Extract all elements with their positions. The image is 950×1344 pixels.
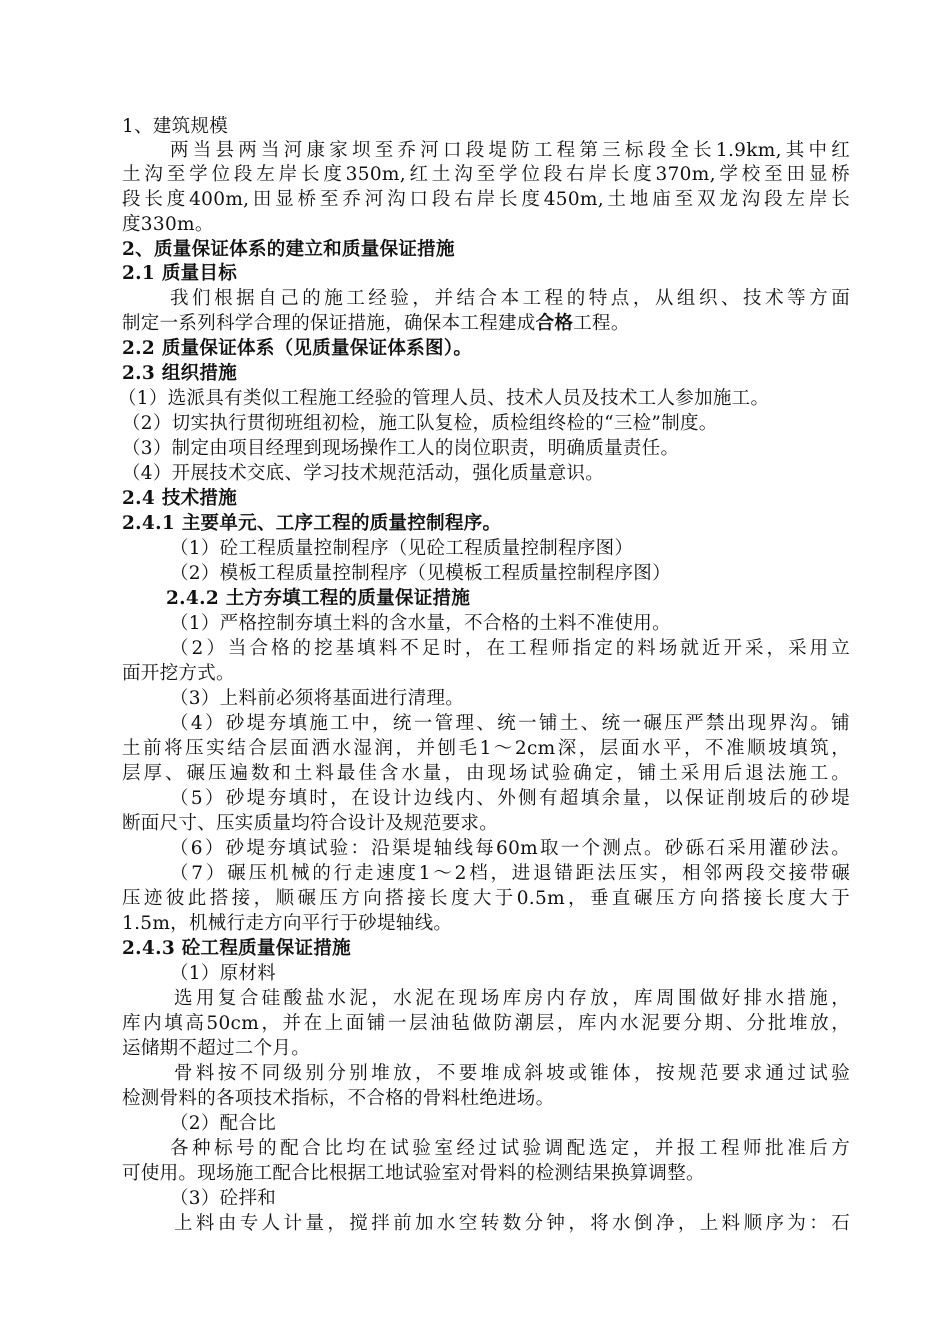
paragraph-line: 选用复合硅酸盐水泥，水泥在现场库房内存放，库周围做好排水措施， [174,988,850,1009]
quality-target-emphasis: 合格 [535,313,574,334]
paragraph-text: 工程。 [573,313,630,334]
paragraph-line: 度330m。 [122,214,214,235]
paragraph-line: 上料由专人计量，搅拌前加水空转数分钟，将水倒净，上料顺序为：石 [174,1213,850,1234]
paragraph-line: 段长度400m,田显桥至乔河沟口段右岸长度450m,土地庙至双龙沟段左岸长 [122,189,850,210]
list-item: （2）切实执行贯彻班组初检，施工队复检，质检组终检的“三检”制度。 [122,413,718,434]
paragraph-line: 断面尺寸、压实质量均符合设计及规范要求。 [122,813,499,834]
paragraph-line: 运储期不超过二个月。 [122,1038,311,1059]
list-item: （1）选派具有类似工程施工经验的管理人员、技术人员及技术工人参加施工。 [118,388,770,409]
section-2-1-heading: 2.1 质量目标 [122,263,238,284]
paragraph-line: （3）上料前必须将基面进行清理。 [170,688,465,709]
sub-heading: （2）配合比 [170,1113,277,1134]
sub-heading: （3）砼拌和 [170,1188,277,1209]
paragraph-text: 制定一系列科学合理的保证措施，确保本工程建成 [122,313,536,334]
section-2-heading: 2、质量保证体系的建立和质量保证措施 [122,239,455,260]
paragraph-line: （1）严格控制夯填土料的含水量，不合格的土料不准使用。 [170,613,671,634]
section-2-4-heading: 2.4 技术措施 [122,488,238,509]
paragraph-line: （6）砂堤夯填试验：沿渠堤轴线每60m取一个测点。砂砾石采用灌砂法。 [170,838,850,859]
paragraph-line: 压迹彼此搭接，顺碾压方向搭接长度大于0.5m，垂直碾压方向搭接长度大于 [122,888,850,909]
paragraph-line: 我们根据自己的施工经验，并结合本工程的特点，从组织、技术等方面 [170,288,850,309]
paragraph-line: 检测骨料的各项技术指标，不合格的骨料杜绝进场。 [122,1088,555,1109]
sub-heading: （1）原材料 [170,963,277,984]
section-2-4-3-heading: 2.4.3 砼工程质量保证措施 [122,938,351,959]
section-1-heading: 1、建筑规模 [122,116,229,137]
paragraph-line: 库内填高50cm，并在上面铺一层油毡做防潮层，库内水泥要分期、分批堆放， [122,1013,850,1034]
paragraph-line: 土前将压实结合层面洒水湿润，并刨毛1～2cm深，层面水平，不准顺坡填筑， [122,738,850,759]
paragraph-line [122,312,630,336]
paragraph-line: 层厚、碾压遍数和土料最佳含水量，由现场试验确定，铺土采用后退法施工。 [122,763,850,784]
paragraph-line: （5）砂堤夯填时，在设计边线内、外侧有超填余量，以保证削坡后的砂堤 [170,788,850,809]
paragraph-line: 1.5m，机械行走方向平行于砂堤轴线。 [122,913,453,934]
paragraph-line: 各种标号的配合比均在试验室经过试验调配选定，并报工程师批准后方 [170,1138,850,1159]
paragraph-line: 可使用。现场施工配合比根据工地试验室对骨料的检测结果换算调整。 [122,1163,705,1184]
paragraph-line: （7）碾压机械的行走速度1～2档，进退错距法压实，相邻两段交接带碾 [170,863,850,884]
paragraph-line: 骨料按不同级别分别堆放，不要堆成斜坡或锥体，按规范要求通过试验 [174,1063,850,1084]
paragraph-line: 土沟至学位段左岸长度350m,红土沟至学位段右岸长度370m,学校至田显桥 [122,164,850,185]
paragraph-line: 面开挖方式。 [122,663,235,684]
paragraph-line: （4）砂堤夯填施工中，统一管理、统一铺土、统一碾压严禁出现界沟。铺 [170,713,850,734]
section-2-3-heading: 2.3 组织措施 [122,363,238,384]
list-item: （3）制定由项目经理到现场操作工人的岗位职责，明确质量责任。 [122,438,680,459]
paragraph-line: 两当县两当河康家坝至乔河口段堤防工程第三标段全长1.9km,其中红 [170,140,850,161]
list-item: （1）砼工程质量控制程序（见砼工程质量控制程序图） [170,538,634,559]
section-2-2-heading: 2.2 质量保证体系（见质量保证体系图）。 [122,338,473,359]
list-item: （4）开展技术交底、学习技术规范活动，强化质量意识。 [122,463,605,484]
section-2-4-1-heading: 2.4.1 主要单元、工序工程的质量控制程序。 [122,513,502,534]
section-2-4-2-heading: 2.4.2 土方夯填工程的质量保证措施 [166,588,471,609]
list-item: （2）模板工程质量控制程序（见模板工程质量控制程序图） [170,563,671,584]
paragraph-line: （2）当合格的挖基填料不足时，在工程师指定的料场就近开采，采用立 [170,638,850,659]
